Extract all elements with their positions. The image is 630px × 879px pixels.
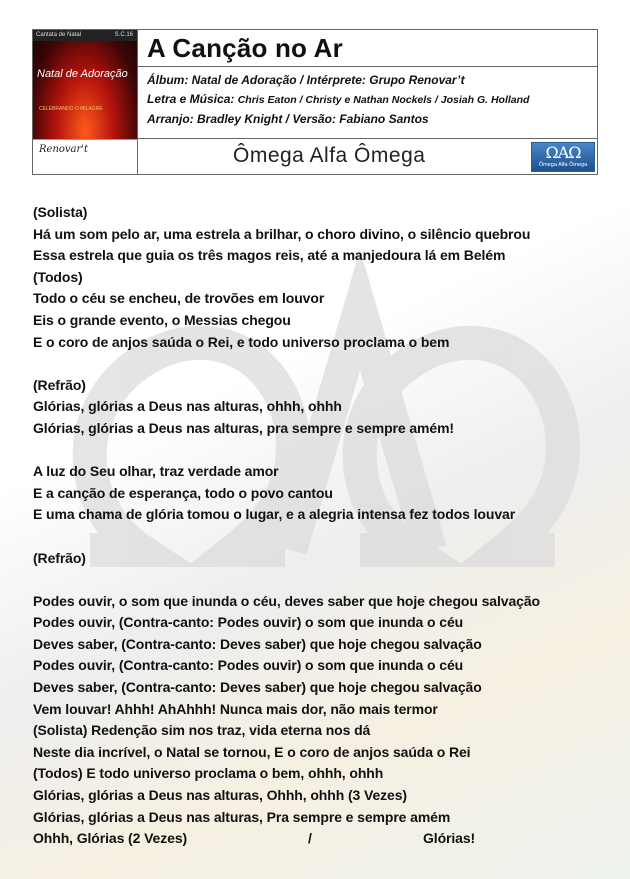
lyric-line: Deves saber, (Contra-canto: Deves saber) que hoje chegou salvação xyxy=(33,679,482,696)
lyric-line: (Todos) E todo universo proclama o bem, ohhh, ohhh xyxy=(33,765,384,782)
lyrics-block-2 xyxy=(33,375,613,440)
lyric-line: Glórias, glórias a Deus nas alturas, Ohhh, ohhh (3 Vezes) xyxy=(33,787,407,804)
lyric-line: Essa estrela que guia os três magos reis, até a manjedoura lá em Belém xyxy=(33,247,506,264)
lyric-line: Glórias, glórias a Deus nas alturas, pra sempre e sempre amém! xyxy=(33,419,454,436)
lyric-line: (Refrão) xyxy=(33,549,86,566)
lyric-line: E a canção de esperança, todo o povo cantou xyxy=(33,484,333,501)
song-header xyxy=(32,29,598,175)
lyrics-block-5 xyxy=(33,591,613,829)
brand-name: Ômega Alfa Ômega xyxy=(233,144,426,167)
arrangement-credit: Arranjo: Bradley Knight / Versão: Fabiano Santos xyxy=(147,112,429,126)
lyrics-music-authors: Chris Eaton / Christy e Nathan Nockels / Josiah G. Holland xyxy=(237,94,530,106)
lyric-line: Glórias, glórias a Deus nas alturas, Pra sempre e sempre amém xyxy=(33,808,451,825)
lyric-line: Vem louvar! Ahhh! AhAhhh! Nunca mais dor, não mais termor xyxy=(33,700,438,717)
brand-row xyxy=(137,139,597,174)
album-credit: Álbum: Natal de Adoração / Intérprete: Grupo Renovar’t xyxy=(147,73,465,87)
final-line xyxy=(33,828,613,850)
stanza-gap xyxy=(33,569,613,591)
lyric-line: Podes ouvir, o som que inunda o céu, deves saber que hoje chegou salvação xyxy=(33,592,540,609)
lyrics-music-label: Letra e Música: xyxy=(147,92,235,106)
final-line-part-2: Glórias! xyxy=(423,830,476,847)
lyric-line: Podes ouvir, (Contra-canto: Podes ouvir) o som que inunda o céu xyxy=(33,614,464,631)
final-line-part-1: Ohhh, Glórias (2 Vezes) xyxy=(33,830,188,847)
brand-logo-glyphs: ΩΑΩ xyxy=(545,143,581,162)
lyric-line: Podes ouvir, (Contra-canto: Podes ouvir) o som que inunda o céu xyxy=(33,657,464,674)
lyric-line: Deves saber, (Contra-canto: Deves saber) que hoje chegou salvação xyxy=(33,635,482,652)
brand-logo xyxy=(531,142,595,172)
lyric-line: (Todos) xyxy=(33,268,83,285)
lyric-line: Eis o grande evento, o Messias chegou xyxy=(33,311,291,328)
lyrics-block-4 xyxy=(33,548,613,570)
lyrics-block-1 xyxy=(33,202,613,353)
lyric-line: Glórias, glórias a Deus nas alturas, ohhh, ohhh xyxy=(33,398,342,415)
brand-logo-caption: Ômega Alfa Ômega xyxy=(538,162,588,168)
cover-title: Natal de Adoração xyxy=(37,68,128,80)
lyric-line: (Solista) xyxy=(33,204,88,220)
final-line-slash: / xyxy=(308,830,312,847)
stanza-gap xyxy=(33,526,613,548)
lyric-line: E uma chama de glória tomou o lugar, e a alegria intensa fez todos louvar xyxy=(33,506,516,523)
cover-badge: Cantata de Natal xyxy=(36,32,82,38)
lyrics-block-3 xyxy=(33,461,613,526)
song-credits xyxy=(137,67,597,139)
lyrics-music-credit xyxy=(147,90,597,110)
cover-footer xyxy=(33,139,137,174)
cover-brand: Renovar't xyxy=(39,144,89,155)
lyric-line: Há um som pelo ar, uma estrela a brilhar, o choro divino, o silêncio quebrou xyxy=(33,225,531,242)
cover-code: S.C.16 xyxy=(114,32,133,38)
song-title: A Canção no Ar xyxy=(137,30,597,67)
lyric-line: Neste dia incrível, o Natal se tornou, E o coro de anjos saúda o Rei xyxy=(33,743,471,760)
lyric-line: (Solista) Redenção sim nos traz, vida eterna nos dá xyxy=(33,722,371,739)
lyric-line: (Refrão) xyxy=(33,376,86,393)
lyrics-body xyxy=(33,202,613,850)
stanza-gap xyxy=(33,440,613,462)
stanza-gap xyxy=(33,353,613,375)
lyric-line: A luz do Seu olhar, traz verdade amor xyxy=(33,463,279,480)
cover-subtitle: CELEBRANDO O MILAGRE xyxy=(39,106,103,112)
lyric-line: Todo o céu se encheu, de trovões em louvor xyxy=(33,290,325,307)
lyric-line: E o coro de anjos saúda o Rei, e todo universo proclama o bem xyxy=(33,333,450,350)
cover-top-bar xyxy=(33,30,137,41)
album-cover xyxy=(33,30,138,174)
